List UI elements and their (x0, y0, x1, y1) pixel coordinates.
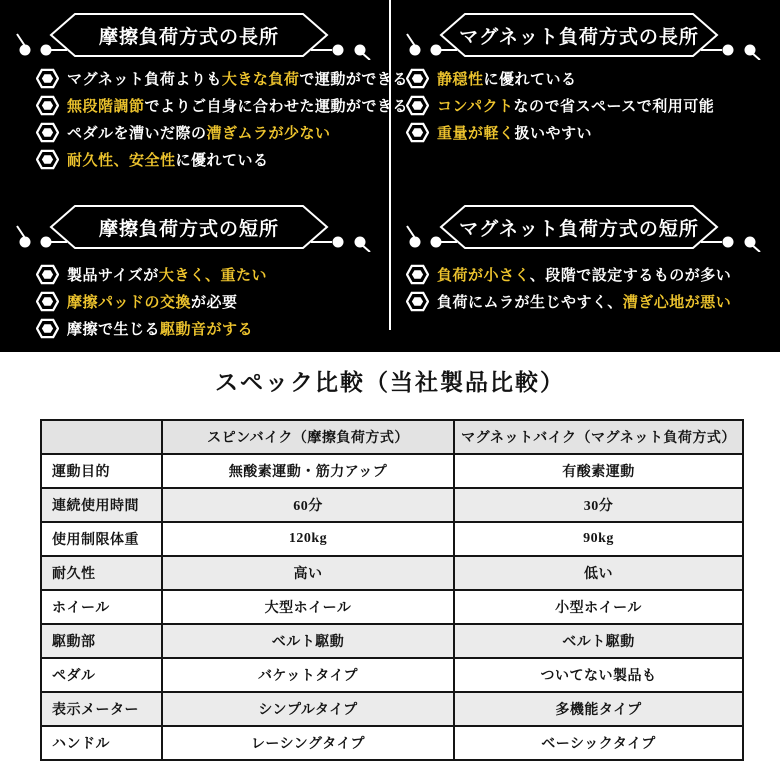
table-row (41, 624, 743, 658)
value-cell: 小型ホイール (454, 590, 743, 624)
feature-item (406, 66, 780, 91)
panel-title: 摩擦負荷方式の長所 (98, 26, 279, 48)
value-cell: 多機能タイプ (454, 692, 743, 726)
table-row (41, 454, 743, 488)
feature-text (437, 68, 577, 89)
feature-item (36, 262, 390, 287)
plain-text: ペダルを漕いだ際の (67, 126, 207, 142)
plain-text: でよりご自身に合わせた運動ができる (144, 99, 409, 115)
hex-nut-icon (406, 264, 429, 285)
hex-nut-icon (36, 318, 59, 339)
value-cell: 無酸素運動・筋力アップ (162, 454, 454, 488)
table-row (41, 692, 743, 726)
table-header-row (41, 420, 743, 454)
panel-magnet-pros (390, 0, 780, 170)
feature-item (36, 147, 390, 172)
feature-item (36, 66, 408, 91)
spec-section-title: スペック比較（当社製品比較） (215, 370, 565, 395)
feature-text (437, 95, 714, 116)
row-label-cell: 耐久性 (41, 556, 162, 590)
feature-text (67, 68, 408, 89)
feature-text (67, 149, 269, 170)
highlighted-text: 大きく、重たい (158, 268, 268, 284)
pros-cons-section (0, 0, 780, 352)
hex-nut-icon (36, 122, 59, 143)
feature-item (406, 120, 780, 145)
hex-nut-icon (36, 264, 59, 285)
row-label-cell: ホイール (41, 590, 162, 624)
value-cell: 大型ホイール (162, 590, 454, 624)
plain-text: で運動ができる (299, 72, 408, 88)
highlighted-text: コンパクト (437, 99, 514, 115)
hex-nut-icon (36, 149, 59, 170)
table-row (41, 590, 743, 624)
row-label-cell: 表示メーター (41, 692, 162, 726)
feature-text (67, 95, 408, 116)
panel-badge (15, 8, 375, 60)
table-row (41, 726, 743, 760)
highlighted-text: 無段階調節 (67, 99, 145, 115)
hex-nut-icon (36, 68, 59, 89)
plain-text: が必要 (191, 295, 238, 311)
feature-item (406, 262, 780, 287)
feature-text (67, 122, 331, 143)
header-cell: スピンバイク（摩擦負荷方式） (162, 420, 454, 454)
plain-text: なので省スペースで利用可能 (513, 99, 715, 115)
table-row (41, 522, 743, 556)
value-cell: 120kg (162, 522, 454, 556)
panel-title: マグネット負荷方式の短所 (459, 218, 699, 240)
table-row (41, 658, 743, 692)
plain-text: 負荷にムラが生じやすく、 (437, 295, 623, 311)
spec-table-body (41, 454, 743, 760)
highlighted-text: 耐久性、安全性 (67, 153, 176, 169)
table-row (41, 488, 743, 522)
panel-list (390, 66, 780, 145)
highlighted-text: 駆動音がする (160, 322, 254, 338)
feature-text (67, 264, 267, 285)
value-cell: ベーシックタイプ (454, 726, 743, 760)
row-label-cell: 駆動部 (41, 624, 162, 658)
panel-list (0, 262, 390, 341)
highlighted-text: 負荷が小さく (437, 268, 530, 284)
feature-text (67, 318, 253, 339)
panel-badge (405, 200, 765, 252)
value-cell: ベルト駆動 (454, 624, 743, 658)
feature-item (36, 316, 390, 341)
plain-text: 製品サイズが (67, 268, 159, 284)
value-cell: 有酸素運動 (454, 454, 743, 488)
spec-table-head (41, 420, 743, 454)
plain-text: 摩擦で生じる (67, 322, 161, 338)
value-cell: 30分 (454, 488, 743, 522)
feature-item (36, 93, 409, 118)
row-label-cell: 運動目的 (41, 454, 162, 488)
panel-badge (405, 8, 765, 60)
feature-text (437, 122, 592, 143)
panel-title: 摩擦負荷方式の短所 (98, 218, 279, 240)
panel-badge (15, 200, 375, 252)
panel-friction-cons (0, 192, 390, 362)
feature-item (36, 289, 390, 314)
value-cell: 高い (162, 556, 454, 590)
plain-text: に優れている (483, 72, 577, 88)
highlighted-text: 漕ぎムラが少ない (206, 126, 331, 142)
panel-friction-pros (0, 0, 409, 170)
row-label-cell: ハンドル (41, 726, 162, 760)
panel-title: マグネット負荷方式の長所 (459, 26, 699, 48)
plain-text: マグネット負荷よりも (67, 72, 222, 88)
feature-text (67, 291, 238, 312)
hex-nut-icon (406, 291, 429, 312)
feature-item (36, 120, 390, 145)
row-label-cell: 使用制限体重 (41, 522, 162, 556)
value-cell: ベルト駆動 (162, 624, 454, 658)
highlighted-text: 大きな負荷 (221, 72, 300, 88)
value-cell: 低い (454, 556, 743, 590)
value-cell: 90kg (454, 522, 743, 556)
header-cell-empty (41, 420, 162, 454)
panel-magnet-cons (390, 192, 780, 362)
highlighted-text: 重量が軽く (437, 126, 515, 142)
hex-nut-icon (406, 122, 429, 143)
value-cell: ついてない製品も (454, 658, 743, 692)
spec-table (40, 419, 744, 761)
value-cell: 60分 (162, 488, 454, 522)
table-row (41, 556, 743, 590)
feature-item (406, 289, 780, 314)
value-cell: バケットタイプ (162, 658, 454, 692)
header-cell: マグネットバイク（マグネット負荷方式） (454, 420, 743, 454)
panel-list (0, 66, 409, 172)
feature-text (437, 291, 731, 312)
highlighted-text: 静穏性 (437, 72, 484, 88)
highlighted-text: 漕ぎ心地が悪い (622, 295, 732, 311)
row-label-cell: 連続使用時間 (41, 488, 162, 522)
value-cell: シンプルタイプ (162, 692, 454, 726)
plain-text: 、段階で設定するものが多い (529, 268, 732, 284)
hex-nut-icon (406, 68, 429, 89)
highlighted-text: 摩擦パッドの交換 (67, 295, 192, 311)
plain-text: に優れている (175, 153, 269, 169)
row-label-cell: ペダル (41, 658, 162, 692)
feature-item (406, 93, 780, 118)
hex-nut-icon (36, 95, 59, 116)
hex-nut-icon (36, 291, 59, 312)
hex-nut-icon (406, 95, 429, 116)
feature-text (437, 264, 731, 285)
plain-text: 扱いやすい (514, 126, 593, 142)
value-cell: レーシングタイプ (162, 726, 454, 760)
panel-list (390, 262, 780, 314)
